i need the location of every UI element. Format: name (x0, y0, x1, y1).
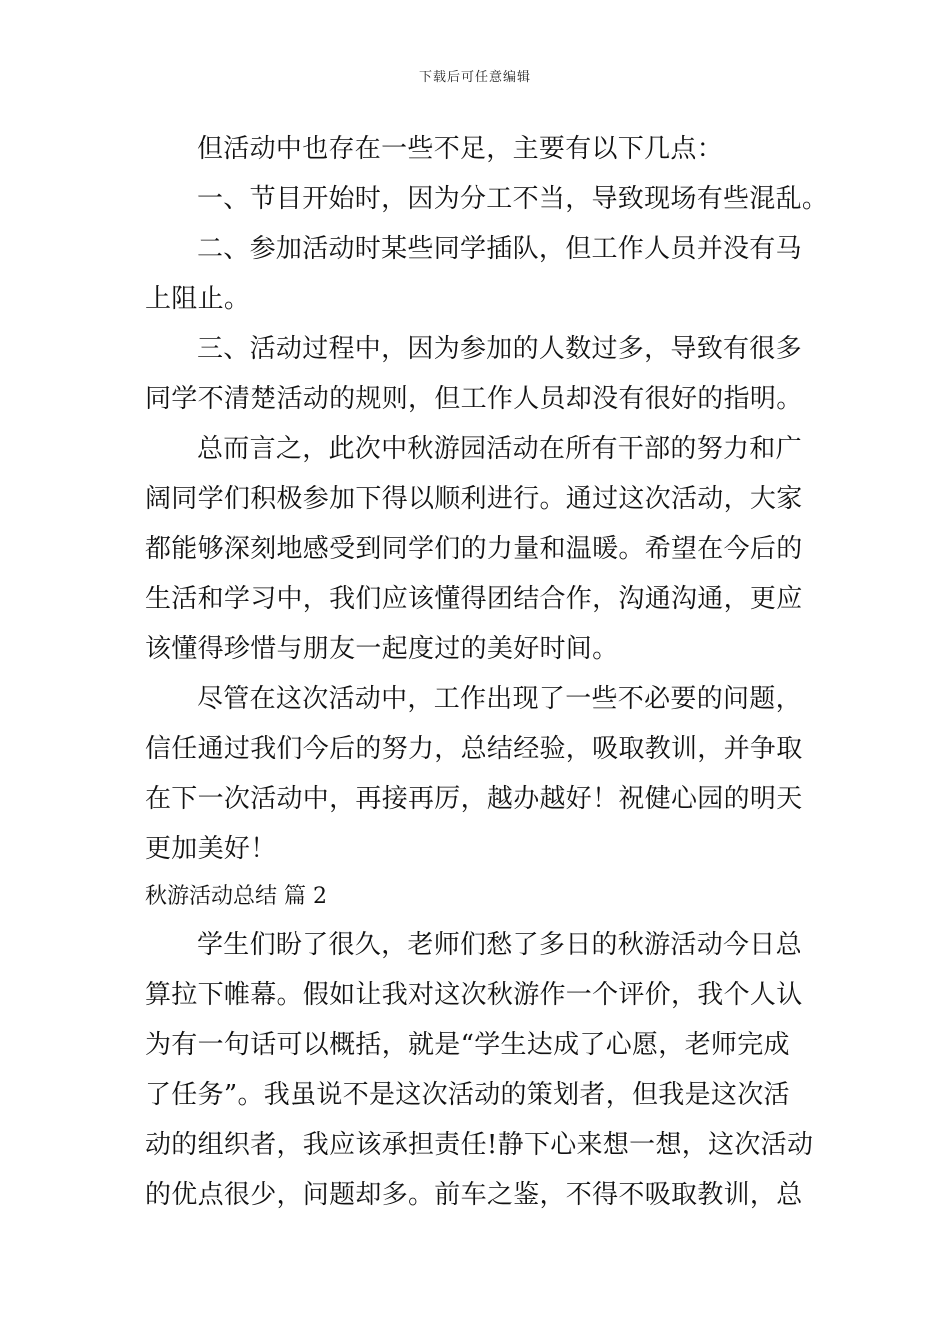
paragraph-line: 信任通过我们今后的努力，总结经验，吸取教训，并争取 (145, 734, 803, 764)
paragraph-line: 都能够深刻地感受到同学们的力量和温暖。希望在今后的 (145, 534, 803, 564)
paragraph-line: 的优点很少，问题却多。前车之鉴，不得不吸取教训，总 (145, 1180, 803, 1210)
paragraph-line: 三、活动过程中，因为参加的人数过多，导致有很多 (197, 334, 802, 364)
section-heading: 秋游活动总结 篇 2 (145, 884, 327, 909)
paragraph-line: 了任务”。我虽说不是这次活动的策划者，但我是这次活 (145, 1080, 790, 1110)
paragraph-line: 更加美好！ (145, 834, 277, 864)
paragraph-line: 同学不清楚活动的规则，但工作人员却没有很好的指明。 (145, 384, 803, 414)
paragraph-line: 上阻止。 (145, 284, 251, 314)
header-note: 下载后可任意编辑 (418, 70, 531, 85)
paragraph-line: 该懂得珍惜与朋友一起度过的美好时间。 (145, 634, 619, 664)
paragraph-line: 算拉下帷幕。假如让我对这次秋游作一个评价，我个人认 (145, 980, 803, 1010)
paragraph-line: 阔同学们积极参加下得以顺利进行。通过这次活动，大家 (145, 484, 803, 514)
paragraph-line: 二、参加活动时某些同学插队，但工作人员并没有马 (197, 234, 802, 264)
paragraph-line: 在下一次活动中，再接再厉，越办越好！祝健心园的明天 (145, 784, 803, 814)
document-body (145, 124, 829, 1220)
paragraph-line: 为有一句话可以概括，就是“学生达成了心愿，老师完成 (145, 1030, 790, 1060)
paragraph-line: 但活动中也存在一些不足，主要有以下几点： (197, 134, 724, 164)
paragraph-line: 学生们盼了很久，老师们愁了多日的秋游活动今日总 (197, 930, 802, 960)
paragraph-line: 动的组织者，我应该承担责任!静下心来想一想，这次活动 (145, 1130, 814, 1160)
paragraph-line: 一、节目开始时，因为分工不当，导致现场有些混乱。 (197, 184, 829, 214)
paragraph-line: 尽管在这次活动中，工作出现了一些不必要的问题， (197, 684, 802, 714)
paragraph-line: 生活和学习中，我们应该懂得团结合作，沟通沟通，更应 (145, 584, 803, 614)
paragraph-line: 总而言之，此次中秋游园活动在所有干部的努力和广 (197, 434, 802, 464)
